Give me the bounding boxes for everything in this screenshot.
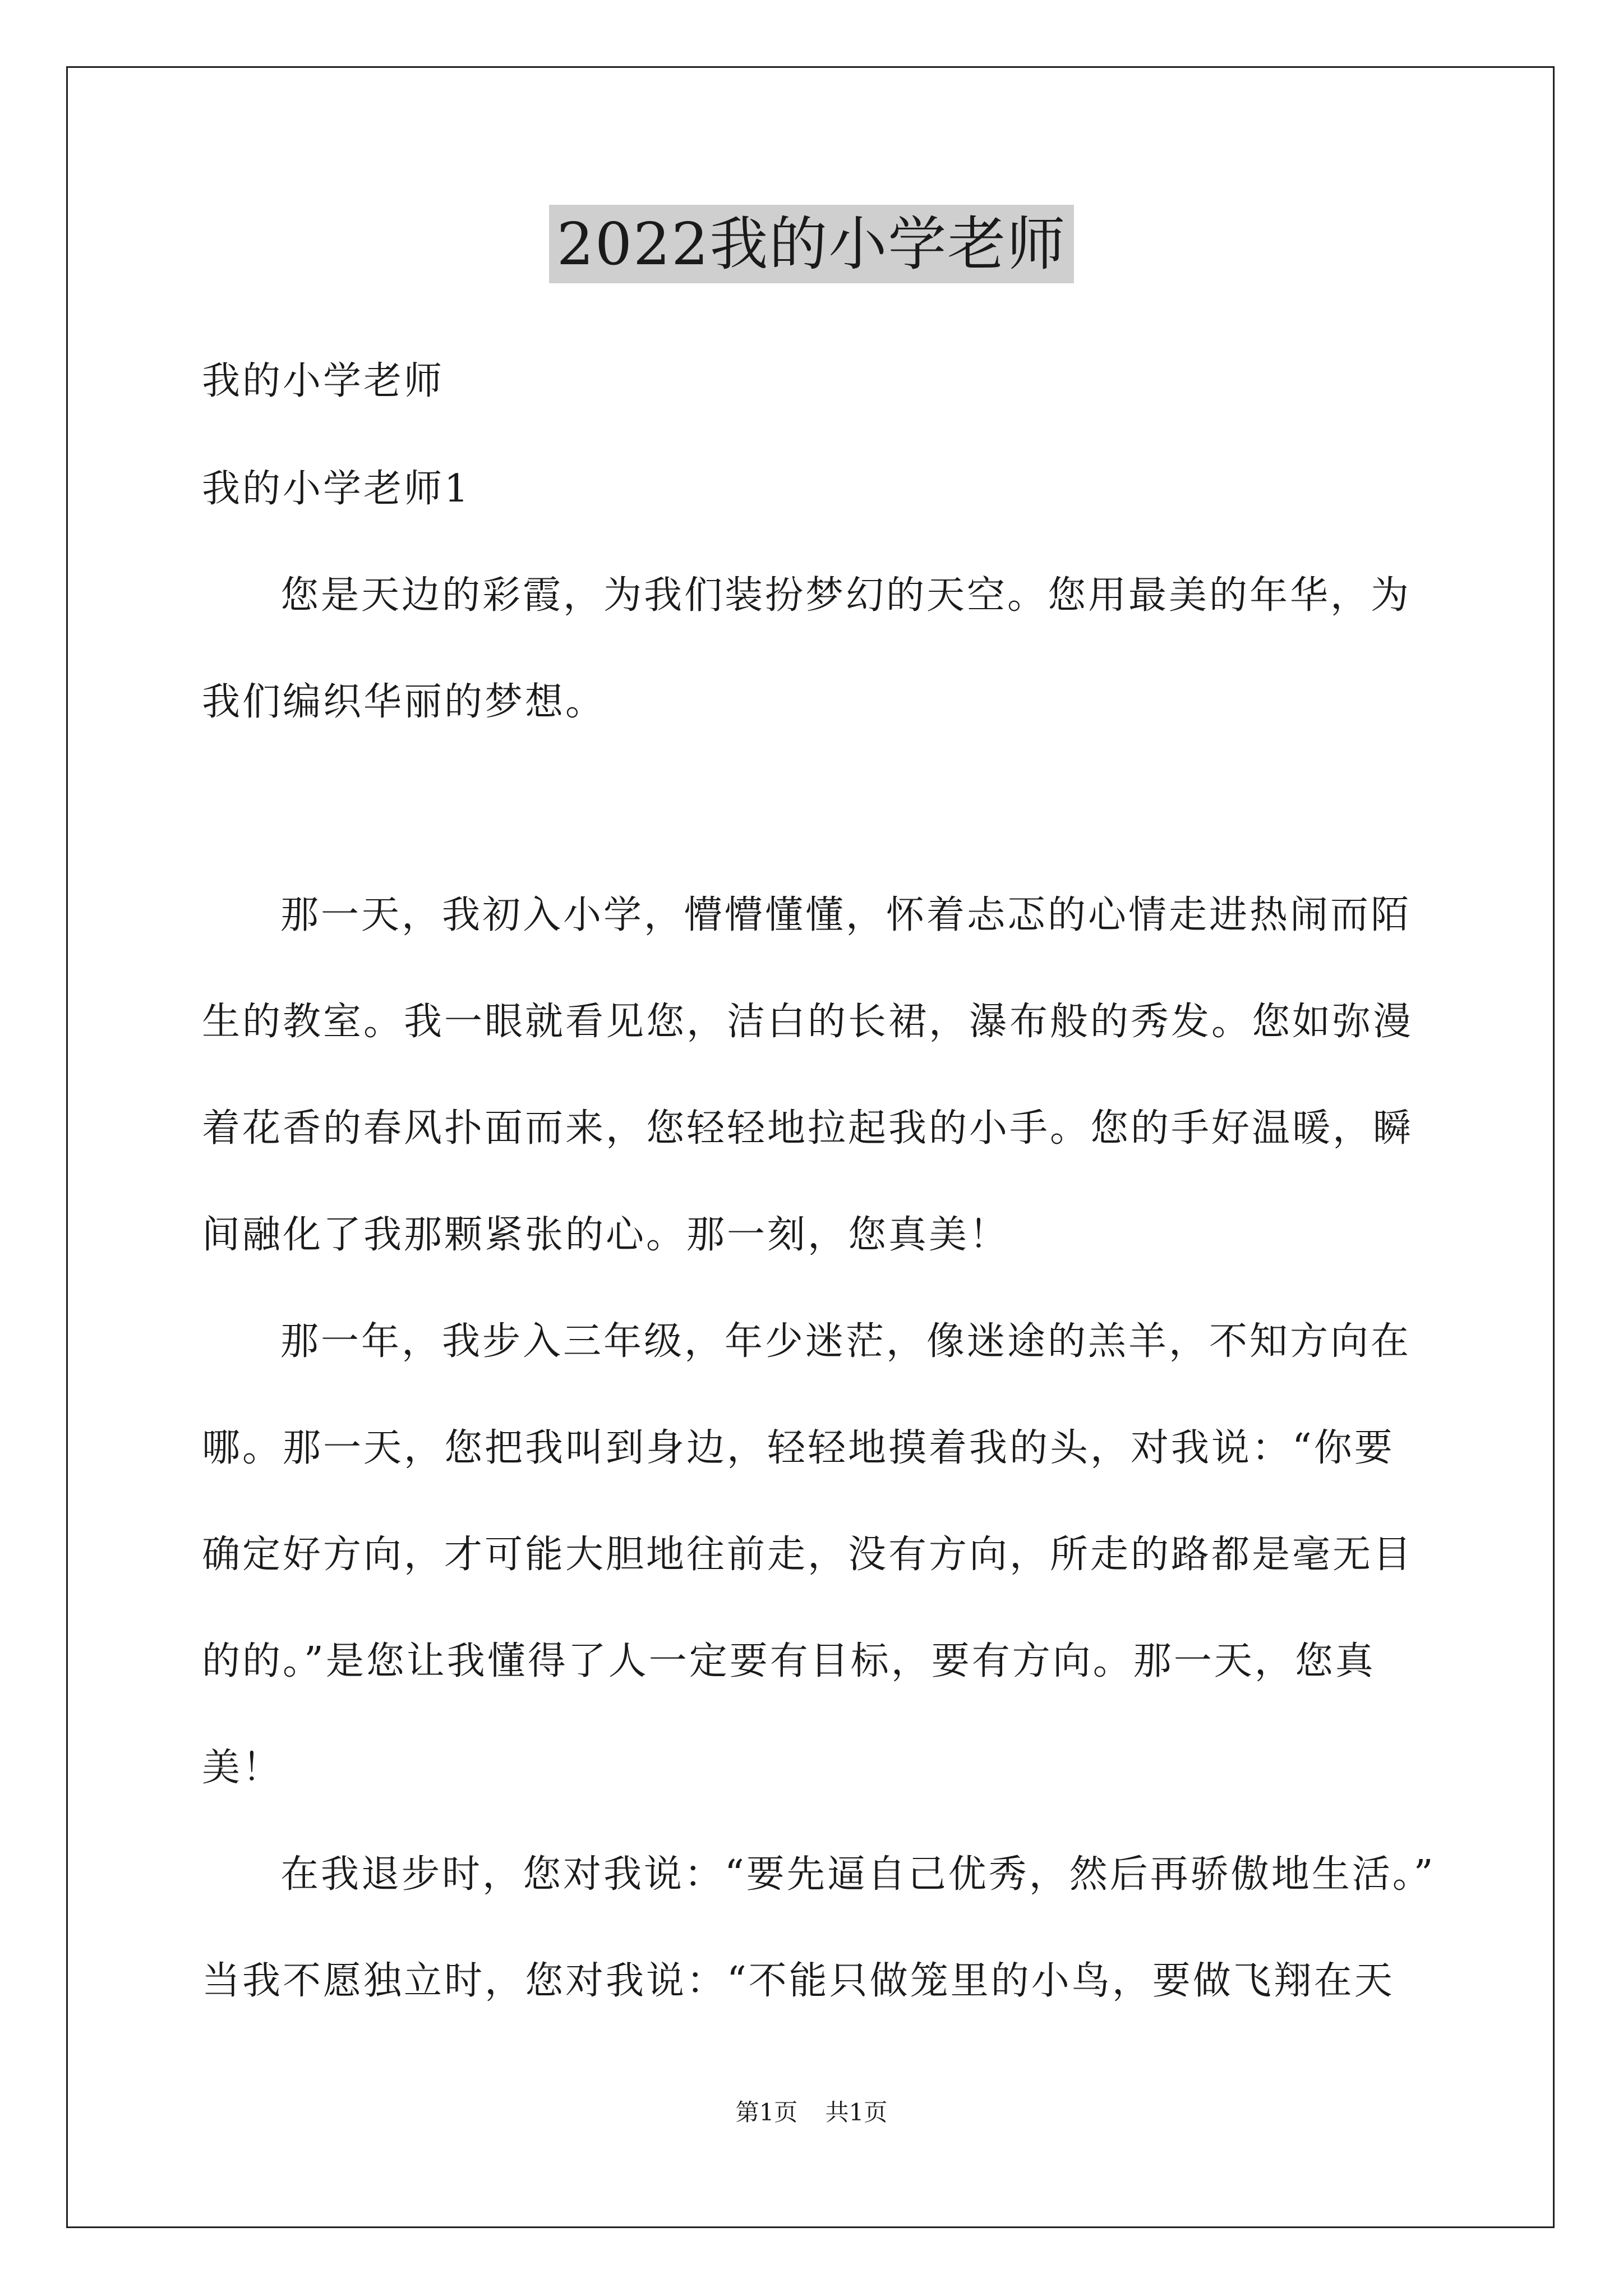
body-line: 我们编织华丽的梦想。 — [202, 680, 606, 724]
title-container — [0, 205, 1623, 283]
body-line: 那一年，我步入三年级，年少迷茫，像迷途的羔羊，不知方向在 — [280, 1319, 1412, 1364]
body-line: 哪。那一天，您把我叫到身边，轻轻地摸着我的头，对我说：“你要 — [202, 1426, 1395, 1470]
body-line: 那一天，我初入小学，懵懵懂懂，怀着忐忑的心情走进热闹而陌 — [280, 893, 1412, 937]
page-number: 第1页 — [735, 2099, 798, 2126]
body-line: 生的教室。我一眼就看见您，洁白的长裙，瀑布般的秀发。您如弥漫 — [202, 1000, 1414, 1044]
document-title: 2022我的小学老师 — [549, 205, 1075, 283]
body-line: 在我退步时，您对我说：“要先逼自己优秀，然后再骄傲地生活。” — [280, 1852, 1436, 1897]
page-total: 共1页 — [825, 2099, 888, 2126]
body-line: 间融化了我那颗紧张的心。那一刻，您真美！ — [202, 1213, 1010, 1257]
subheading-line: 我的小学老师1 — [202, 467, 471, 511]
heading-line: 我的小学老师 — [202, 359, 445, 403]
body-line: 当我不愿独立时，您对我说：“不能只做笼里的小鸟，要做飞翔在天 — [202, 1959, 1395, 2003]
body-line: 着花香的春风扑面而来，您轻轻地拉起我的小手。您的手好温暖，瞬 — [202, 1106, 1414, 1151]
page-footer — [0, 2097, 1623, 2128]
body-line: 美！ — [202, 1746, 283, 1790]
body-line: 确定好方向，才可能大胆地往前走，没有方向，所走的路都是毫无目 — [202, 1533, 1414, 1577]
body-line: 的的。”是您让我懂得了人一定要有目标，要有方向。那一天，您真 — [202, 1639, 1376, 1683]
body-line: 您是天边的彩霞，为我们装扮梦幻的天空。您用最美的年华，为 — [280, 573, 1412, 618]
